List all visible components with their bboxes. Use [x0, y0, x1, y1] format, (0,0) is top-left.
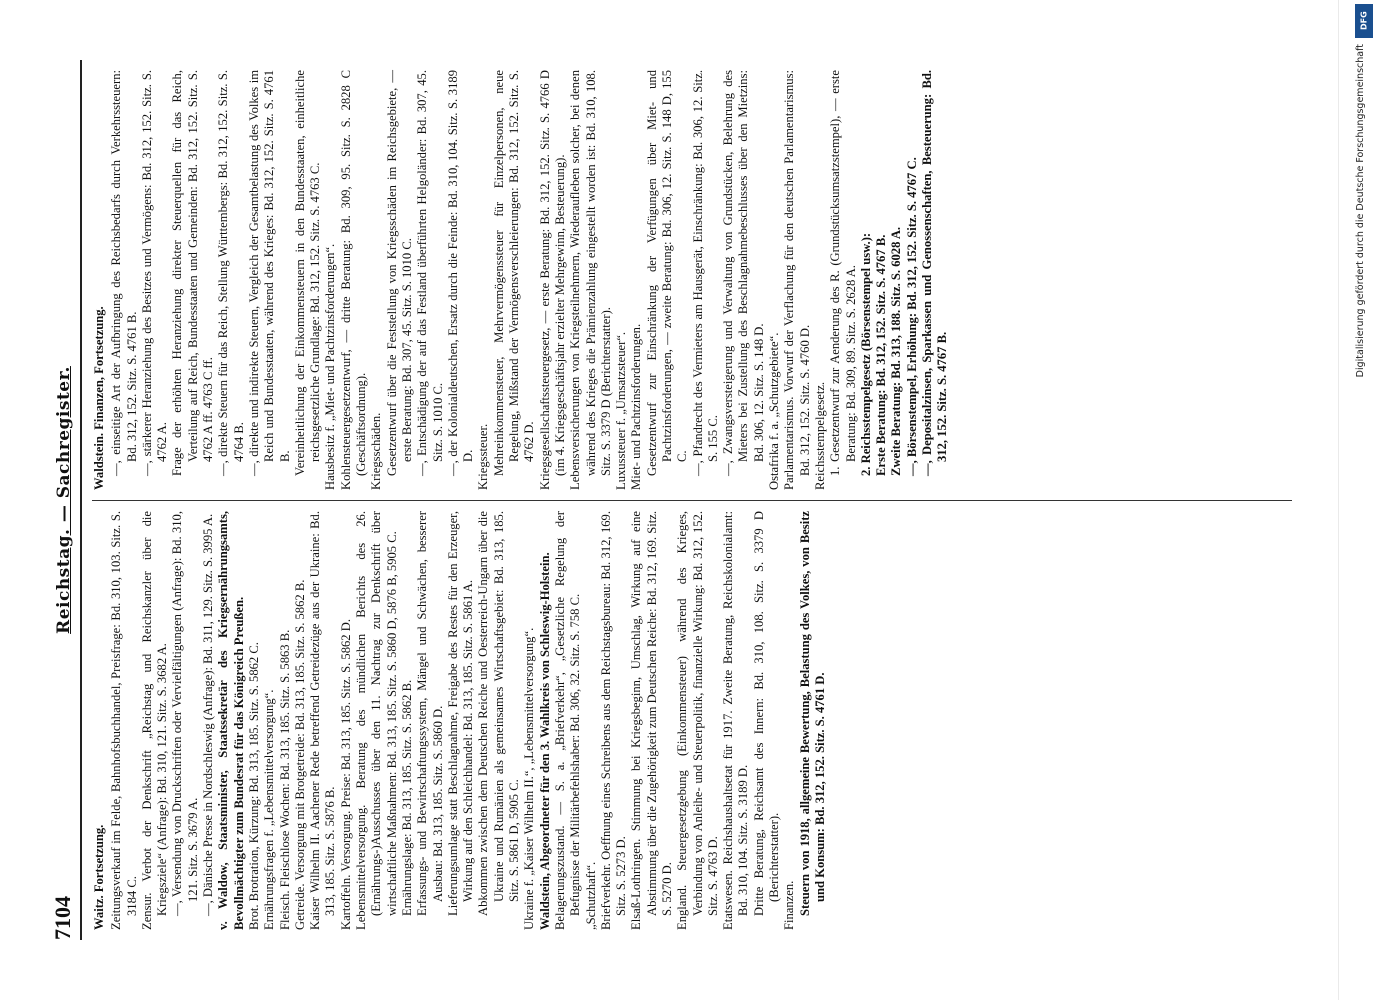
- index-entry: Kriegsschäden.: [369, 412, 384, 490]
- index-entry: Ernährungsfragen f. „Lebensmittelversorgung“.: [262, 689, 277, 930]
- index-entry: —, Depositalzinsen, Sparkassen und Genossenschaften, Besteuerung: Bd. 312, 152. Sitz. S. 4767 B.: [920, 70, 950, 476]
- digitization-note: Digitalisierung gefördert durch die Deutsche Forschungsgemeinschaft: [1355, 44, 1366, 378]
- index-entry: Ostafrika f. a. „Schutzgebiete“.: [767, 332, 782, 490]
- index-entry: —, Dänische Presse in Nordschleswig (Anfrage): Bd. 311, 129. Sitz. S. 3995 A.: [201, 513, 216, 916]
- index-entry: —, Versendung von Druckschriften oder Vervielfältigungen (Anfrage): Bd. 310, 121. Sitz. S. 3679 A.: [170, 511, 200, 916]
- index-entry: Parlamentarismus. Vorwurf der Verflachung für den deutschen Parlamentarismus: Bd. 312, 152. Sitz. S. 4760 D.: [782, 70, 812, 490]
- index-entry: Erfassungs- und Bewirtschaftungssystem, Mängel und Schwächen, besserer Ausbau: Bd. 313, 185. Sitz. S. 5860 D.: [415, 511, 445, 916]
- index-entry: Elsaß-Lothringen. Stimmung bei Kriegsbeginn, Umschlag, Wirkung auf eine Abstimmung über die Zugehörigkeit zum Deutschen Reiche: Bd. 312, 169. Sitz. S. 5270 D.: [629, 511, 674, 930]
- running-head: Reichstag. — Sachregister.: [54, 366, 74, 634]
- index-entry: England. Steuergesetzgebung (Einkommensteuer) während des Krieges, Verbindung von Anleihe- und Steuerpolitik, finanzielle Wirkung: Bd. 312, 152. Sitz. S. 4763 D.: [675, 511, 720, 930]
- index-entry: Steuern von 1918, allgemeine Bewertung, Belastung des Volkes, von Besitz und Konsum: Bd. 312, 152. Sitz. S. 4761 D.: [797, 511, 827, 916]
- index-entry: Lebensversicherungen von Kriegsteilnehmern, Wiederaufleben solcher, bei denen während des Krieges die Prämienzahlung eingestellt worden ist: Bd. 310, 108. Sitz. S. 3379 D (Berichterstatter).: [568, 70, 613, 490]
- index-entry: Zweite Beratung: Bd. 313, 188. Sitz. S. 6028 A.: [889, 226, 904, 476]
- index-entry: Abkommen zwischen dem Deutschen Reiche und Oesterreich-Ungarn über die Ukraine und Rumänien als gemeinsames Wirtschaftsgebiet: Bd. 313, 185. Sitz. S. 5861 D, 5905 C.: [476, 511, 522, 916]
- index-entry: Kriegsgesellschaftssteuergesetz, — erste Beratung: Bd. 312, 152. Sitz. S. 4766 D (im 4. Kriegsgeschäftsjahr erzielter Mehrgewinn, Besteuerung).: [537, 70, 567, 490]
- index-entry: Zeitungsverkauf im Felde, Bahnhofsbuchhandel, Preisfrage: Bd. 310, 103. Sitz. S. 3184 C.: [109, 511, 139, 930]
- index-entry: Gesetzentwurf zur Einschränkung der Verfügungen über Miet- und Pachtzinsforderungen, — zweite Beratung: Bd. 306, 12. Sitz. S. 148 D, 155 C.: [644, 70, 690, 476]
- index-entry: Briefverkehr. Oeffnung eines Schreibens aus dem Reichstagsbureau: Bd. 312, 169. Sitz. S. 5273 D.: [598, 511, 629, 930]
- index-entry: Ukraine f. „Kaiser Wilhelm II.“, „Lebensmittelversorgung“.: [522, 627, 537, 930]
- index-entry: —, der Kolonialdeutschen, Ersatz durch die Feinde: Bd. 310, 104. Sitz. S. 3189 D.: [445, 70, 476, 476]
- index-entry: Fleisch. Fleischlose Wochen: Bd. 313, 185. Sitz. S. 5863 B.: [277, 629, 292, 930]
- index-entry: Finanzen.: [782, 880, 797, 930]
- dfg-logo-icon: DFG: [1355, 4, 1373, 38]
- index-entry: Belagerungszustand. — S. a. „Briefverkehr“, „Gesetzliche Regelung der Befugnisse der Militärbefehlshaber: Bd. 306, 32. Sitz. S. 758 C.: [552, 511, 583, 930]
- index-entry: —, Zwangsversteigerung und Verwaltung von Grundstücken, Belehrung des Mieters bei Zustellung des Beschlagnahmebeschlusses über den Mietzins: Bd. 306, 12. Sitz. S. 148 D.: [721, 70, 766, 476]
- index-entry: —, Entschädigung der auf das Festland überführten Helgoländer: Bd. 307, 45. Sitz. S. 1010 C.: [415, 70, 445, 476]
- index-entry: Erste Beratung: Bd. 312, 152. Sitz. S. 4767 B.: [874, 234, 889, 476]
- left-column: [92, 500, 1292, 940]
- index-entry: Waldstein, Abgeordneter für den 3. Wahlkreis von Schleswig-Holstein.: [537, 552, 552, 930]
- index-entry: —, direkte und indirekte Steuern, Vergleich der Gesamtbelastung des Volkes im Reich und Bundesstaaten, während des Krieges: Bd. 312, 152. Sitz. S. 4761 B.: [246, 70, 292, 476]
- right-column: [92, 60, 1292, 500]
- page-header: [40, 60, 82, 940]
- index-entry: Kartoffeln. Versorgung. Preise: Bd. 313, 185. Sitz. S. 5862 D.: [338, 619, 353, 930]
- index-entry: Etatswesen. Reichshaushaltsetat für 1917. Zweite Beratung, Reichskolonialamt: Bd. 310, 104. Sitz. S. 3189 D.: [721, 511, 751, 930]
- index-entry: Lebensmittelversorgung. Beratung des mündlichen Berichts des 26. (Ernährungs-)Ausschusses über den 11. Nachtrag zur Denkschrift über wirtschaftliche Maßnahmen: Bd. 313, 185. Sitz. S. 5860 D, 5876 B, 5905 C.: [354, 511, 399, 930]
- index-entry: Gesetzentwurf über die Feststellung von Kriegsschäden im Reichsgebiete, — erste Beratung: Bd. 307, 45. Sitz. S. 1010 C.: [384, 70, 414, 476]
- index-entry: Brot. Brotration, Kürzung: Bd. 313, 185. Sitz. S. 5862 C.: [246, 642, 261, 930]
- index-entry: Ernährungslage: Bd. 313, 185. Sitz. S. 5862 B.: [399, 679, 414, 916]
- index-entry: 2. Reichsstempelgesetz (Börsenstempel usw.):: [858, 232, 873, 476]
- index-entry: „Schutzhaft“.: [583, 861, 598, 930]
- index-entry: Kaiser Wilhelm II. Aachener Rede betreffend Getreidezüge aus der Ukraine: Bd. 313, 185. Sitz. S. 5876 B.: [308, 511, 338, 930]
- index-entry: Mehreinkommensteuer, Mehrvermögenssteuer für Einzelpersonen, neue Regelung, Mißstand der Vermögensverschleierungen: Bd. 312, 152. Sitz. S. 4762 D.: [491, 70, 537, 476]
- index-entry: 1. Gesetzentwurf zur Aenderung des R. (Grundstücksumsatzstempel), — erste Beratung: Bd. 309, 89. Sitz. S. 2628 A.: [828, 70, 858, 476]
- index-entry: —, Pfandrecht des Vermieters am Hausgerät, Einschränkung: Bd. 306, 12. Sitz. S. 155 C.: [690, 70, 720, 476]
- index-entry: Miet- und Pachtzinsforderungen.: [629, 323, 644, 490]
- index-entry: Vereinheitlichung der Einkommensteuern in den Bundesstaaten, einheitliche reichsgesetzliche Grundlage: Bd. 312, 152. Sitz. S. 4763 C.: [292, 70, 323, 476]
- index-columns: [92, 60, 1292, 940]
- index-entry: —, stärkerer Heranziehung des Besitzes und Vermögens: Bd. 312, 152. Sitz. S. 4762 A.: [139, 70, 170, 476]
- index-entry: Waitz. Fortsetzung.: [92, 824, 106, 930]
- index-entry: —, direkte Steuern für das Reich, Stellung Württembergs: Bd. 312, 152. Sitz. S. 4764 B.: [216, 70, 246, 476]
- index-entry: Lieferungsumlage statt Beschlagnahme, Freigabe des Restes für den Erzeuger, Wirkung auf den Schleichhandel: Bd. 313, 185. Sitz. S. 5861 A.: [445, 511, 476, 916]
- index-entry: Kohlensteuergesetzentwurf, — dritte Beratung: Bd. 309, 95. Sitz. S. 2828 C (Geschäftsordnung).: [338, 70, 369, 490]
- page-number: 7104: [50, 896, 75, 940]
- scan-edge-line: [1338, 0, 1339, 1000]
- index-entry: Dritte Beratung, Reichsamt des Innern: Bd. 310, 108. Sitz. S. 3379 D (Berichterstatter).: [751, 511, 782, 916]
- index-entry: Hausbesitz f. „Miet- und Pachtzinsforderungen“.: [323, 243, 338, 490]
- index-entry: —, einseitige Art der Aufbringung des Reichsbedarfs durch Verkehrssteuern: Bd. 312, 152. Sitz. S. 4761 B.: [109, 70, 139, 476]
- index-entry: v. Waldow, Staatsminister, Staatssekretär des Kriegsernährungsamts, Bevollmächtigter zum Bundesrat für das Königreich Preußen.: [216, 511, 246, 930]
- index-entry: Reichsstempelgesetz.: [812, 381, 827, 490]
- index-entry: Luxussteuer f. „Umsatzsteuer“.: [614, 331, 629, 490]
- digitization-sidebar: [1355, 4, 1377, 684]
- index-entry: —, Börsenstempel, Erhöhung: Bd. 312, 152. Sitz. S. 4767 C.: [904, 157, 919, 476]
- index-entry: Getreide. Versorgung mit Brotgetreide: Bd. 313, 185. Sitz. S. 5862 B.: [292, 579, 307, 930]
- index-entry: Zensur. Verbot der Denkschrift „Reichstag und Reichskanzler über die Kriegsziele“ (Anfrage): Bd. 310, 121. Sitz. S. 3682 A.: [139, 511, 170, 930]
- index-entry: Kriegssteuer.: [476, 423, 491, 490]
- index-entry: Frage der erhöhten Heranziehung direkter Steuerquellen für das Reich, Verteilung auf Reich, Bundesstaaten und Gemeinden: Bd. 312, 152. Sitz. S. 4762 A ff. 4763 C ff.: [170, 70, 216, 476]
- index-entry: Waldstein. Finanzen, Fortsetzung.: [92, 306, 106, 490]
